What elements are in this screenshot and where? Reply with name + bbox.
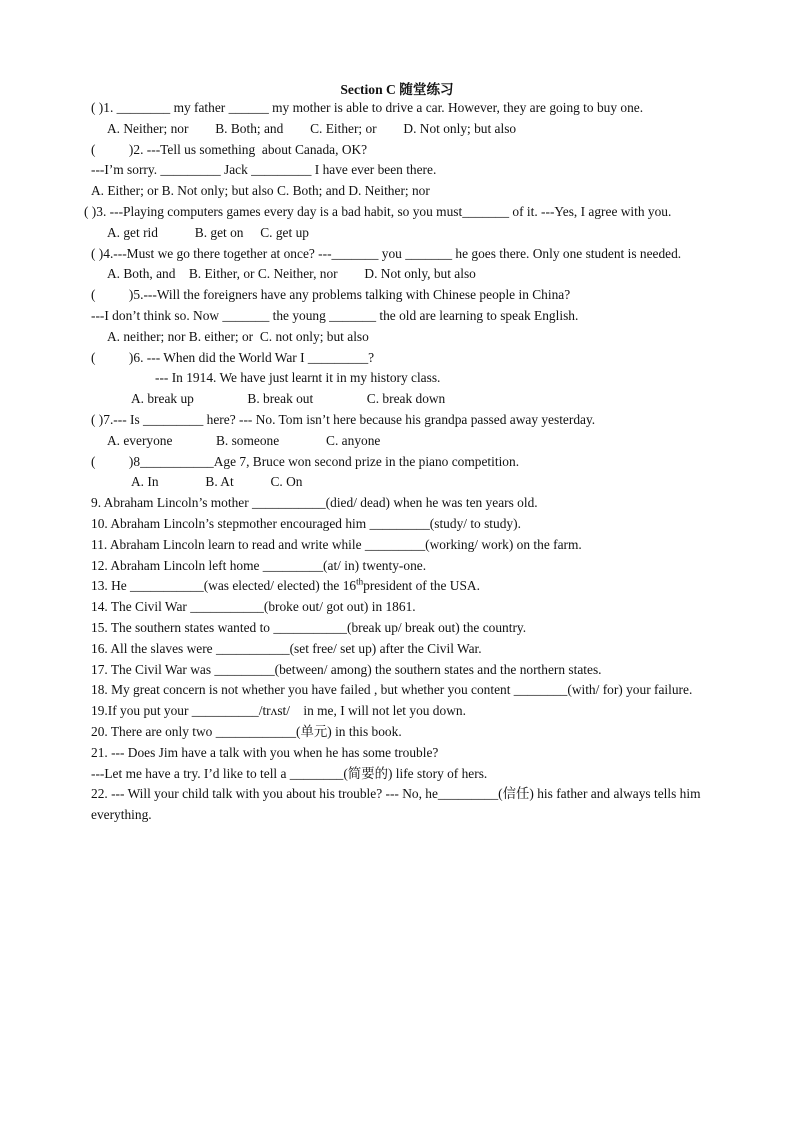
- question-16: 16. All the slaves were ___________(set free/ set up) after the Civil War.: [91, 640, 482, 656]
- question-19: 19.If you put your __________/trʌst/ in me, I will not let you down.: [91, 703, 466, 719]
- question-22-end: everything.: [91, 807, 152, 823]
- question-6: ( )6. --- When did the World War I _________?: [91, 349, 375, 365]
- question-11: 11. Abraham Lincoln learn to read and write while _________(working/ work) on the farm.: [91, 536, 582, 552]
- question-3: ( )3. ---Playing computers games every day is a bad habit, so you must_______ of it. ---Yes, I agree with you.: [84, 203, 672, 219]
- options-7: A. everyone B. someone C. anyone: [107, 432, 381, 448]
- question-14: 14. The Civil War ___________(broke out/ got out) in 1861.: [91, 599, 416, 615]
- question-10: 10. Abraham Lincoln’s stepmother encouraged him _________(study/ to study).: [91, 515, 521, 531]
- question-2: ( )2. ---Tell us something about Canada, OK?: [91, 141, 368, 157]
- question-20: 20. There are only two ____________(单元) in this book.: [91, 723, 402, 739]
- options-1: A. Neither; nor B. Both; and C. Either; or D. Not only; but also: [107, 120, 517, 136]
- question-13: [91, 576, 703, 597]
- ordinal-suffix: th: [356, 576, 364, 587]
- exercise-content: [84, 98, 703, 826]
- question-4: ( )4.---Must we go there together at once? ---_______ you _______ he goes there. Only one student is needed.: [91, 245, 682, 261]
- question-17: 17. The Civil War was _________(between/ among) the southern states and the northern states.: [91, 661, 602, 677]
- question-9: 9. Abraham Lincoln’s mother ___________(died/ dead) when he was ten years old.: [91, 495, 538, 511]
- question-21-reply: ---Let me have a try. I’d like to tell a ________(简要的) life story of hers.: [91, 765, 488, 781]
- options-6: A. break up B. break out C. break down: [131, 391, 446, 407]
- question-12: 12. Abraham Lincoln left home _________(at/ in) twenty-one.: [91, 557, 427, 573]
- question-13-text: 13. He ___________(was elected/ elected) the 16: [91, 578, 357, 594]
- question-8: ( )8___________Age 7, Bruce won second prize in the piano competition.: [91, 453, 520, 469]
- question-1: ( )1. ________ my father ______ my mother is able to drive a car. However, they are going to buy one.: [91, 100, 644, 115]
- question-22: 22. --- Will your child talk with you about his trouble? --- No, he_________(信任) his father and always tells him: [91, 786, 701, 802]
- options-2: A. Either; or B. Not only; but also C. Both; and D. Neither; nor: [91, 183, 430, 199]
- question-6-reply: --- In 1914. We have just learnt it in my history class.: [155, 370, 441, 386]
- question-15: 15. The southern states wanted to ___________(break up/ break out) the country.: [91, 619, 527, 635]
- question-5: ( )5.---Will the foreigners have any problems talking with Chinese people in China?: [91, 287, 571, 303]
- options-5: A. neither; nor B. either; or C. not only; but also: [107, 328, 369, 344]
- question-13-text-end: president of the USA.: [363, 578, 480, 594]
- question-7: ( )7.--- Is _________ here? --- No. Tom isn’t here because his grandpa passed away yesterday.: [91, 411, 596, 427]
- question-5-reply: ---I don’t think so. Now _______ the young _______ the old are learning to speak English.: [91, 307, 579, 323]
- page-title: Section C 随堂练习: [340, 82, 454, 97]
- question-2-reply: ---I’m sorry. _________ Jack _________ I have ever been there.: [91, 162, 437, 178]
- options-4: A. Both, and B. Either, or C. Neither, nor D. Not only, but also: [107, 266, 476, 282]
- question-18: 18. My great concern is not whether you have failed , but whether you content ________(with/ for) your failure.: [91, 682, 693, 698]
- options-8: A. In B. At C. On: [131, 474, 303, 490]
- question-21: 21. --- Does Jim have a talk with you when he has some trouble?: [91, 744, 439, 760]
- options-3: A. get rid B. get on C. get up: [107, 224, 309, 240]
